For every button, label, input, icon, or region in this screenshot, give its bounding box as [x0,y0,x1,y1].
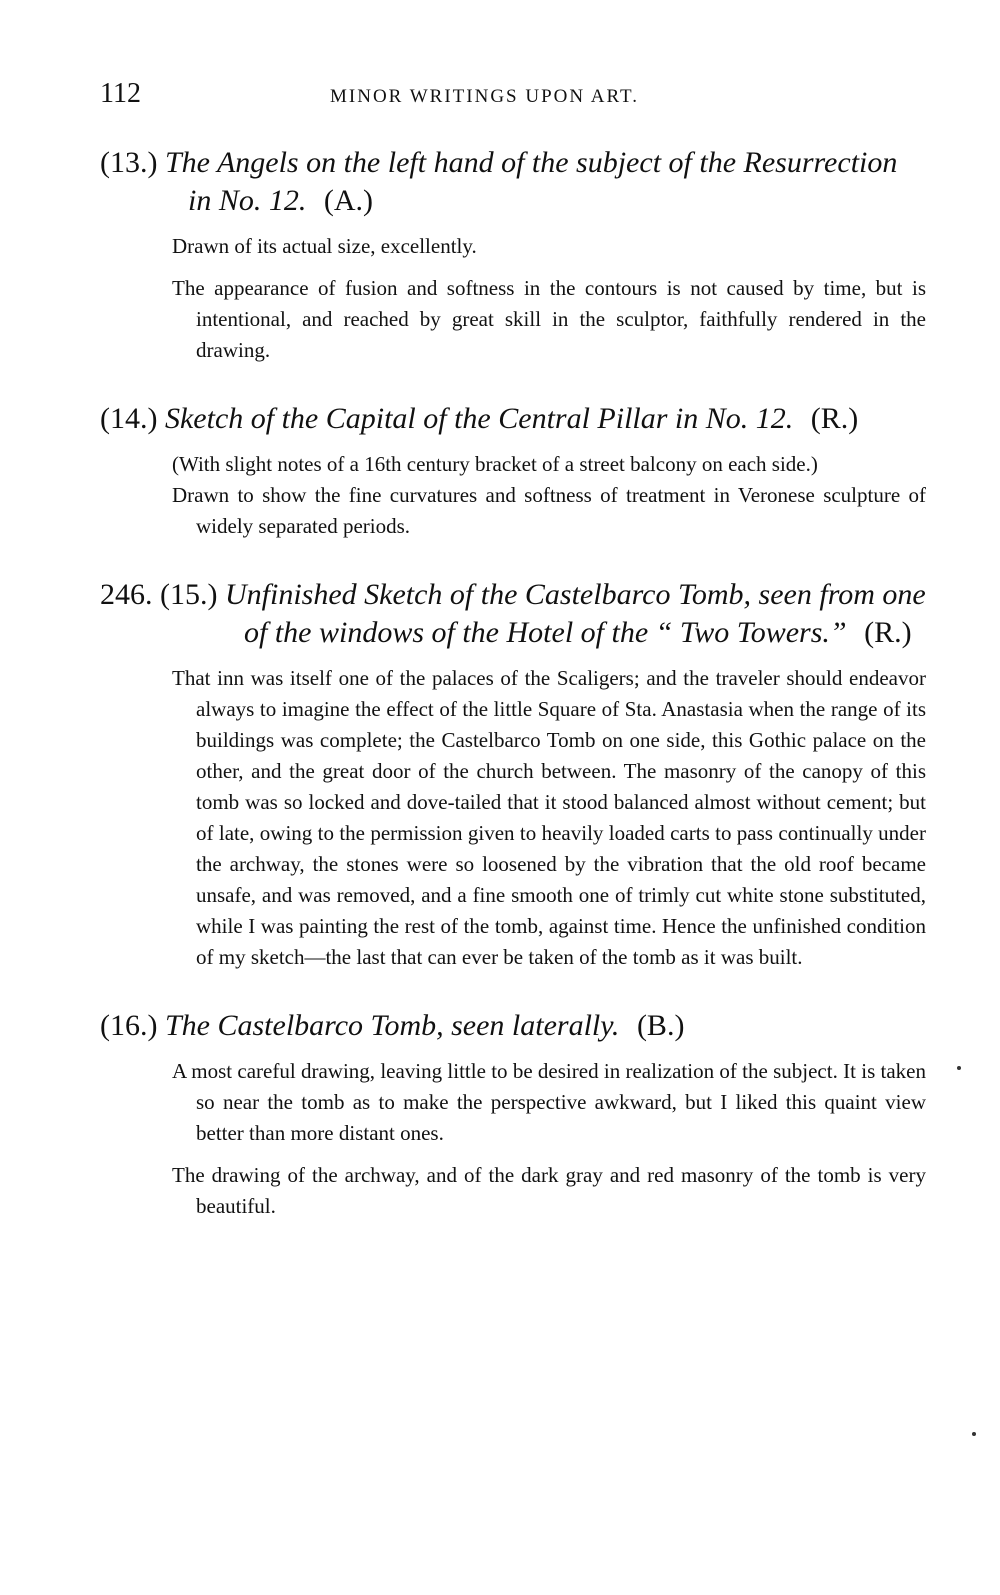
margin-speck [972,1432,976,1436]
catalogue-entry-16 [100,1007,926,1222]
entry-paragraph: That inn was itself one of the palaces of the Scaligers; and the traveler should endeavor always to imagine the effect of the little Square of Sta. Anastasia when the range of its buildings was complete; the Castelbarco Tomb on one side, this Gothic palace on the other, and the great door of the church between. The masonry of the canopy of this tomb was so locked and dove-tailed that it stood balanced almost without cement; but of late, owing to the permission given to heavily loaded carts to pass continually under the archway, the stones were so loosened by the vibration that the old roof became unsafe, and was removed, and a fine smooth one of trimly cut white stone substituted, while I was painting the rest of the tomb, against time. Hence the unfinished condition of my sketch—the last that can ever be taken of the tomb as it was built. [172,666,926,969]
entry-title [100,400,926,438]
entry-title-text: Sketch of the Capital of the Central Pillar in No. 12. [164,402,794,435]
entry-paragraph: The drawing of the archway, and of the dark gray and red masonry of the tomb is very beautiful. [172,1163,926,1218]
catalogue-entry-15 [100,576,926,973]
entry-paragraph: A most careful drawing, leaving little to be desired in realization of the subject. It is taken so near the tomb as to make the perspective awkward, but I liked this quaint view better than more distant ones. [172,1059,926,1145]
entry-paragraph: Drawn to show the fine curvatures and softness of treatment in Veronese sculpture of widely separated periods. [172,483,926,538]
catalogue-entry-13 [100,144,926,366]
catalogue-entry-14 [100,400,926,542]
entry-tag: (R.) [864,616,912,649]
entry-title-text: Unfinished Sketch of the Castelbarco Tomb, seen from one of the windows of the Hotel of the “ Two Towers.” [224,578,926,649]
entry-tag: (B.) [636,1009,685,1042]
entry-paragraph: The appearance of fusion and softness in the contours is not caused by time, but is intentional, and reached by great skill in the sculptor, faithfully rendered in the drawing. [172,276,926,362]
page-header [100,78,930,118]
entry-title-text: The Angels on the left hand of the subject of the Resurrection in No. 12. [164,146,898,217]
entry-tag: (R.) [810,402,859,435]
entry-number: (16.) [100,1009,158,1042]
entry-title [100,1007,926,1045]
entry-paragraph: (With slight notes of a 16th century bracket of a street balcony on each side.) [172,452,818,476]
page-body [100,144,926,1222]
running-head: MINOR WRITINGS UPON ART. [330,86,639,107]
entry-title [100,144,926,220]
page-number: 112 [100,78,141,109]
entry-title [100,576,926,652]
entry-number: (13.) [100,146,158,179]
entry-paragraph: Drawn of its actual size, excellently. [172,234,477,258]
entry-number: 246. (15.) [100,578,218,611]
entry-tag: (A.) [323,184,374,217]
entry-title-text: The Castelbarco Tomb, seen laterally. [164,1009,620,1042]
entry-number: (14.) [100,402,158,435]
margin-speck [957,1066,961,1070]
